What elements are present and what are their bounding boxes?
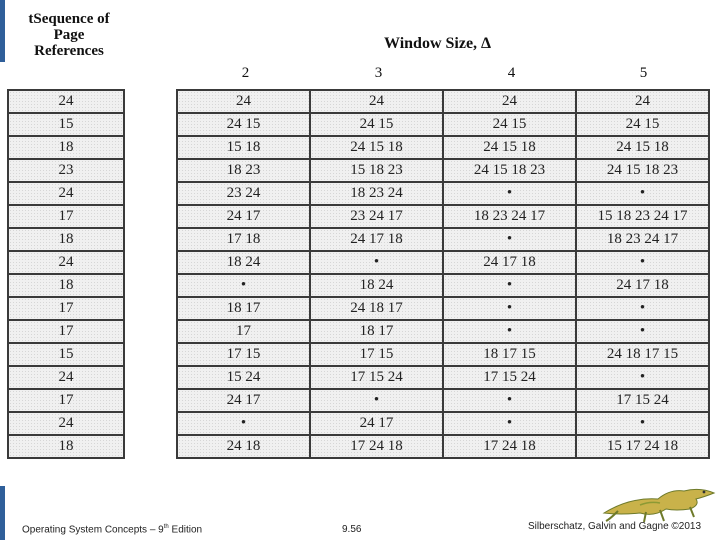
- working-set-row: [177, 251, 709, 274]
- footer-book-suffix: Edition: [168, 524, 203, 536]
- reference-row: [8, 251, 124, 274]
- working-set-cell: 15 18: [177, 136, 310, 159]
- reference-row: [8, 412, 124, 435]
- sequence-title-line: Page: [53, 27, 85, 43]
- footer-book-title: [22, 524, 202, 535]
- reference-row: [8, 205, 124, 228]
- dinosaur-icon: [600, 483, 718, 523]
- working-set-cell: 18 17: [310, 320, 443, 343]
- reference-cell: 18: [8, 274, 124, 297]
- footer-book-prefix: Operating System Concepts – 9: [22, 524, 164, 536]
- working-set-row: [177, 90, 709, 113]
- column-header-2: 2: [241, 65, 250, 81]
- reference-row: [8, 113, 124, 136]
- working-set-cell: •: [443, 297, 576, 320]
- working-set-cell: 23 24: [177, 182, 310, 205]
- working-set-table: [176, 89, 710, 459]
- working-set-cell: •: [443, 274, 576, 297]
- working-set-row: [177, 412, 709, 435]
- working-set-cell: 24 17: [310, 412, 443, 435]
- working-set-cell: 24 17 18: [443, 251, 576, 274]
- working-set-cell: •: [576, 182, 709, 205]
- reference-row: [8, 435, 124, 458]
- working-set-cell: 24 18: [177, 435, 310, 458]
- working-set-cell: •: [576, 320, 709, 343]
- working-set-row: [177, 320, 709, 343]
- reference-row: [8, 320, 124, 343]
- sequence-title-line: tSequence of: [28, 11, 110, 27]
- reference-row: [8, 343, 124, 366]
- working-set-cell: 17 15 24: [310, 366, 443, 389]
- reference-cell: 15: [8, 343, 124, 366]
- reference-row: [8, 228, 124, 251]
- working-set-row: [177, 113, 709, 136]
- working-set-cell: 24: [443, 90, 576, 113]
- working-set-row: [177, 435, 709, 458]
- reference-cell: 24: [8, 251, 124, 274]
- working-set-cell: •: [443, 412, 576, 435]
- working-set-cell: 17: [177, 320, 310, 343]
- window-size-title: Window Size, Δ: [384, 35, 492, 52]
- working-set-cell: •: [576, 297, 709, 320]
- sequence-title: [10, 11, 128, 59]
- working-set-cell: 24 15: [310, 113, 443, 136]
- column-header-3: 3: [374, 65, 383, 81]
- working-set-row: [177, 343, 709, 366]
- reference-cell: 18: [8, 435, 124, 458]
- working-set-cell: 17 24 18: [310, 435, 443, 458]
- working-set-cell: 17 15 24: [443, 366, 576, 389]
- working-set-cell: 18 23 24: [310, 182, 443, 205]
- working-set-cell: •: [576, 251, 709, 274]
- reference-row: [8, 366, 124, 389]
- working-set-row: [177, 297, 709, 320]
- working-set-cell: 24 17: [177, 205, 310, 228]
- reference-row: [8, 297, 124, 320]
- working-set-cell: 17 15 24: [576, 389, 709, 412]
- working-set-cell: 15 18 23: [310, 159, 443, 182]
- working-set-cell: 24 15: [177, 113, 310, 136]
- working-set-cell: 24 15: [576, 113, 709, 136]
- reference-cell: 18: [8, 228, 124, 251]
- working-set-row: [177, 228, 709, 251]
- footer-book-sup: th: [163, 524, 169, 530]
- reference-cell: 24: [8, 412, 124, 435]
- working-set-cell: 18 23 24 17: [443, 205, 576, 228]
- reference-cell: 17: [8, 389, 124, 412]
- working-set-cell: •: [177, 412, 310, 435]
- working-set-row: [177, 274, 709, 297]
- reference-row: [8, 136, 124, 159]
- reference-cell: 17: [8, 320, 124, 343]
- column-header-5: 5: [639, 65, 648, 81]
- reference-cell: 23: [8, 159, 124, 182]
- reference-cell: 15: [8, 113, 124, 136]
- working-set-cell: 24 15 18: [310, 136, 443, 159]
- reference-cell: 24: [8, 366, 124, 389]
- working-set-cell: 24 15 18 23: [443, 159, 576, 182]
- working-set-cell: 15 17 24 18: [576, 435, 709, 458]
- working-set-row: [177, 389, 709, 412]
- working-set-cell: 18 17 15: [443, 343, 576, 366]
- working-set-cell: •: [576, 412, 709, 435]
- reference-cell: 24: [8, 90, 124, 113]
- sequence-title-line: References: [34, 43, 104, 59]
- working-set-cell: 17 15: [177, 343, 310, 366]
- accent-bar-bottom: [0, 486, 5, 540]
- reference-sequence-table: [7, 89, 125, 459]
- working-set-cell: 23 24 17: [310, 205, 443, 228]
- working-set-cell: 24 18 17 15: [576, 343, 709, 366]
- working-set-cell: 15 18 23 24 17: [576, 205, 709, 228]
- working-set-row: [177, 205, 709, 228]
- working-set-cell: 18 17: [177, 297, 310, 320]
- working-set-cell: 24: [177, 90, 310, 113]
- reference-row: [8, 182, 124, 205]
- accent-bar-top: [0, 0, 5, 62]
- reference-row: [8, 389, 124, 412]
- reference-row: [8, 159, 124, 182]
- working-set-row: [177, 159, 709, 182]
- working-set-row: [177, 182, 709, 205]
- working-set-cell: 18 23 24 17: [576, 228, 709, 251]
- working-set-cell: 18 24: [177, 251, 310, 274]
- working-set-cell: 17 24 18: [443, 435, 576, 458]
- working-set-cell: •: [177, 274, 310, 297]
- working-set-cell: •: [443, 182, 576, 205]
- reference-cell: 24: [8, 182, 124, 205]
- working-set-cell: •: [310, 389, 443, 412]
- reference-cell: 17: [8, 297, 124, 320]
- working-set-cell: 24 15: [443, 113, 576, 136]
- working-set-cell: 24: [576, 90, 709, 113]
- working-set-cell: •: [443, 389, 576, 412]
- reference-row: [8, 274, 124, 297]
- working-set-cell: •: [443, 228, 576, 251]
- reference-cell: 18: [8, 136, 124, 159]
- working-set-row: [177, 366, 709, 389]
- working-set-cell: 24 15 18: [443, 136, 576, 159]
- working-set-cell: 24 17: [177, 389, 310, 412]
- working-set-cell: 24 15 18 23: [576, 159, 709, 182]
- working-set-cell: 24 15 18: [576, 136, 709, 159]
- working-set-cell: 17 15: [310, 343, 443, 366]
- working-set-cell: 17 18: [177, 228, 310, 251]
- working-set-cell: •: [310, 251, 443, 274]
- working-set-cell: 15 24: [177, 366, 310, 389]
- footer-page-number: 9.56: [342, 524, 362, 535]
- working-set-row: [177, 136, 709, 159]
- working-set-cell: •: [443, 320, 576, 343]
- column-header-4: 4: [507, 65, 516, 81]
- working-set-cell: 18 24: [310, 274, 443, 297]
- working-set-cell: 24: [310, 90, 443, 113]
- working-set-cell: •: [576, 366, 709, 389]
- reference-cell: 17: [8, 205, 124, 228]
- working-set-cell: 24 17 18: [576, 274, 709, 297]
- working-set-cell: 18 23: [177, 159, 310, 182]
- footer-copyright: Silberschatz, Galvin and Gagne ©2013: [528, 521, 702, 532]
- working-set-cell: 24 17 18: [310, 228, 443, 251]
- left-accent-bar: [0, 0, 5, 540]
- working-set-cell: 24 18 17: [310, 297, 443, 320]
- reference-row: [8, 90, 124, 113]
